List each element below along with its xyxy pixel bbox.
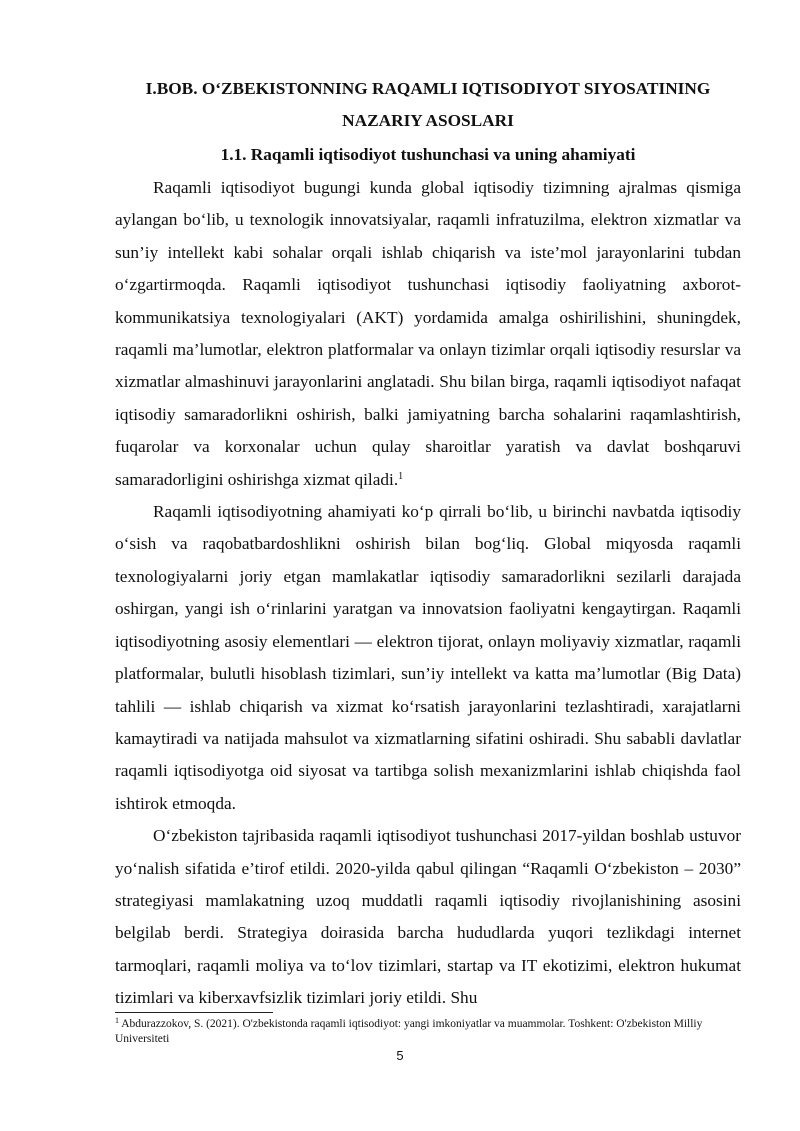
footnote [115,1017,735,1047]
body-text [115,172,741,1015]
paragraph-2: Raqamli iqtisodiyotning ahamiyati ko‘p qirrali bo‘lib, u birinchi navbatda iqtisodiy o‘sish va raqobatbardoshlikni oshirish bilan bog‘liq. Global miqyosda raqamli texnologiyalarni joriy etgan mamlakatlar iqtisodiy samaradorlikni sezilarli darajada oshirgan, yangi ish o‘rinlarini yaratgan va innovatsion faoliyatni kengaytirgan. Raqamli iqtisodiyotning asosiy elementlari — elektron tijorat, onlayn moliyaviy xizmatlar, raqamli platformalar, bulutli hisoblash tizimlari, sun’iy intellekt va katta ma’lumotlar (Big Data) tahlili — ishlab chiqarish va xizmat ko‘rsatish jarayonlarini tezlashtiradi, xarajatlarni kamaytiradi va natijada mahsulot va xizmatlarning sifatini oshiradi. Shu sababli davlatlar raqamli iqtisodiyotga oid siyosat va tartibga solish mexanizmlarini ishlab chiqishda faol ishtirok etmoqda. [115,502,741,813]
page-number: 5 [396,1048,404,1063]
footnote-separator [115,1012,273,1013]
footnote-text: Abdurazzokov, S. (2021). O'zbekistonda raqamli iqtisodiyot: yangi imkoniyatlar va muammolar. Toshkent: O'zbekiston Milliy Universiteti [115,1018,703,1045]
paragraph-1 [115,172,741,496]
footnote-reference[interactable]: 1 [398,470,404,482]
chapter-title: I.BOB. O‘ZBEKISTONNING RAQAMLI IQTISODIYOT SIYOSATINING NAZARIY ASOSLARI [145,79,711,130]
section-title: 1.1. Raqamli iqtisodiyot tushunchasi va uning ahamiyati [220,145,636,164]
paragraph-3: O‘zbekiston tajribasida raqamli iqtisodiyot tushunchasi 2017-yildan boshlab ustuvor yo‘nalish sifatida e’tirof etildi. 2020-yilda qabul qilingan “Raqamli O‘zbekiston – 2030” strategiyasi mamlakatning uzoq muddatli raqamli iqtisodiy rivojlanishining asosini belgilab berdi. Strategiya doirasida barcha hududlarda yuqori tezlikdagi internet tarmoqlari, raqamli moliya va to‘lov tizimlari, startap va IT ekotizimi, elektron hukumat tizimlari va kiberxavfsizlik tizimlari joriy etildi. Shu [115,826,741,1008]
paragraph-1-text: Raqamli iqtisodiyot bugungi kunda global iqtisodiy tizimning ajralmas qismiga aylangan bo‘lib, u texnologik innovatsiyalar, raqamli infratuzilma, elektron xizmatlar va sun’iy intellekt kabi sohalar orqali ishlab chiqarish va iste’mol jarayonlarini tubdan o‘zgartirmoqda. Raqamli iqtisodiyot tushunchasi iqtisodiy faoliyatning axborot-kommunikatsiya texnologiyalari (AKT) yordamida amalga oshirilishini, shuningdek, raqamli ma’lumotlar, elektron platformalar va onlayn tizimlar orqali iqtisodiy resurslar va xizmatlar almashinuvi jarayonlarini anglatadi. Shu bilan birga, raqamli iqtisodiyot nafaqat iqtisodiy samaradorlikni oshirish, balki jamiyatning barcha sohalarini raqamlashtirish, fuqarolar va korxonalar uchun qulay sharoitlar yaratish va davlat boshqaruvi samaradorligini oshirishga xizmat qiladi. [115,178,741,489]
footnote-number: 1 [115,1016,119,1025]
